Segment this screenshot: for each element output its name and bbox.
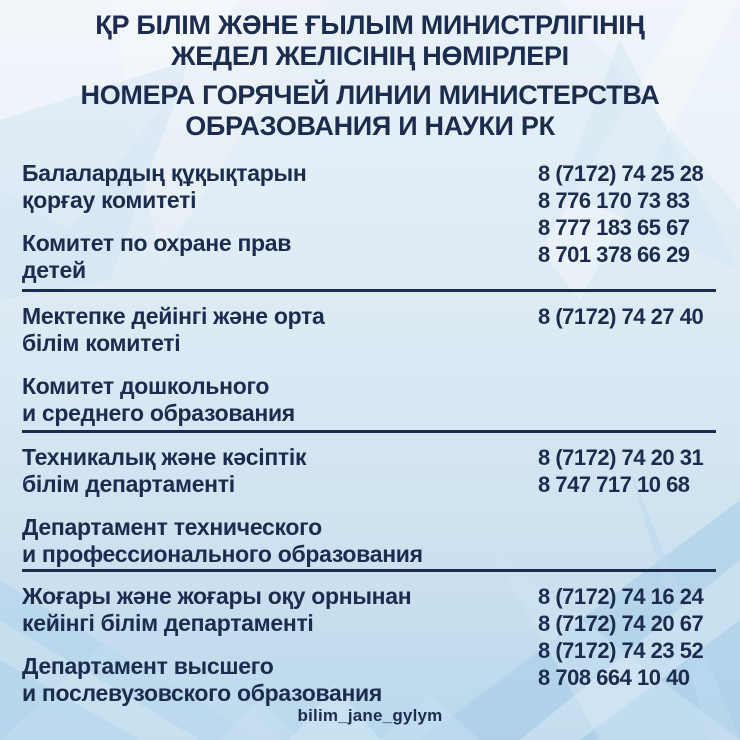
label-line: Департамент технического <box>22 514 322 540</box>
label-line: Комитет по охране прав <box>22 230 292 256</box>
hotline-section-technical-professional <box>22 444 718 568</box>
phone-number: 8 776 170 73 83 <box>538 188 690 213</box>
title-line: ОБРАЗОВАНИЯ И НАУКИ РК <box>185 111 555 141</box>
label-line: кейінгі білім департаменті <box>22 610 314 636</box>
phone-number: 8 (7172) 74 16 24 <box>538 584 704 609</box>
label-line: білім комитеті <box>22 330 181 356</box>
label-line: білім департаменті <box>22 471 235 497</box>
title-line: ЖЕДЕЛ ЖЕЛІСІНІҢ НӨМІРЛЕРІ <box>171 41 569 71</box>
phone-number: 8 (7172) 74 27 40 <box>538 304 704 329</box>
section-label-ru <box>22 373 718 427</box>
phone-number-list <box>538 303 703 330</box>
phone-number-list <box>538 583 703 691</box>
phone-number: 8 777 183 65 67 <box>538 215 690 240</box>
phone-number: 8 701 378 66 29 <box>538 242 690 267</box>
label-line: Комитет дошкольного <box>22 373 270 399</box>
social-handle: bilim_jane_gylym <box>297 706 443 725</box>
label-line: Жоғары және жоғары оқу орнынан <box>22 583 412 609</box>
phone-number: 8 (7172) 74 25 28 <box>538 161 704 186</box>
label-line: Балалардың құқықтарын <box>22 160 307 186</box>
label-line: қорғау комитеті <box>22 187 197 213</box>
hotline-section-preschool-secondary <box>22 303 718 427</box>
phone-number: 8 (7172) 74 20 67 <box>538 611 704 636</box>
phone-number: 8 (7172) 74 23 52 <box>538 638 704 663</box>
poster-title-kazakh <box>0 10 740 72</box>
label-line: Техникалық және кәсіптік <box>22 444 307 470</box>
title-line: НОМЕРА ГОРЯЧЕЙ ЛИНИИ МИНИСТЕРСТВА <box>80 80 660 110</box>
phone-number: 8 (7172) 74 20 31 <box>538 445 704 470</box>
section-divider <box>22 289 716 292</box>
label-line: Мектепке дейінгі және орта <box>22 303 325 329</box>
phone-number: 8 747 717 10 68 <box>538 472 690 497</box>
phone-number: 8 708 664 10 40 <box>538 665 690 690</box>
hotline-section-children-rights <box>22 160 718 284</box>
phone-number-list <box>538 444 703 498</box>
label-line: и среднего образования <box>22 400 295 426</box>
section-label-ru <box>22 514 718 568</box>
label-line: детей <box>22 257 86 283</box>
poster-title-russian <box>0 80 740 142</box>
label-line: и профессионального образования <box>22 541 423 567</box>
hotline-section-higher-postgraduate <box>22 583 718 707</box>
label-line: и послевузовского образования <box>22 680 383 706</box>
section-divider <box>22 569 716 572</box>
label-line: Департамент высшего <box>22 653 274 679</box>
title-line: ҚР БІЛІМ ЖӘНЕ ҒЫЛЫМ МИНИСТРЛІГІНІҢ <box>95 10 645 40</box>
section-divider <box>22 430 716 433</box>
phone-number-list <box>538 160 703 268</box>
